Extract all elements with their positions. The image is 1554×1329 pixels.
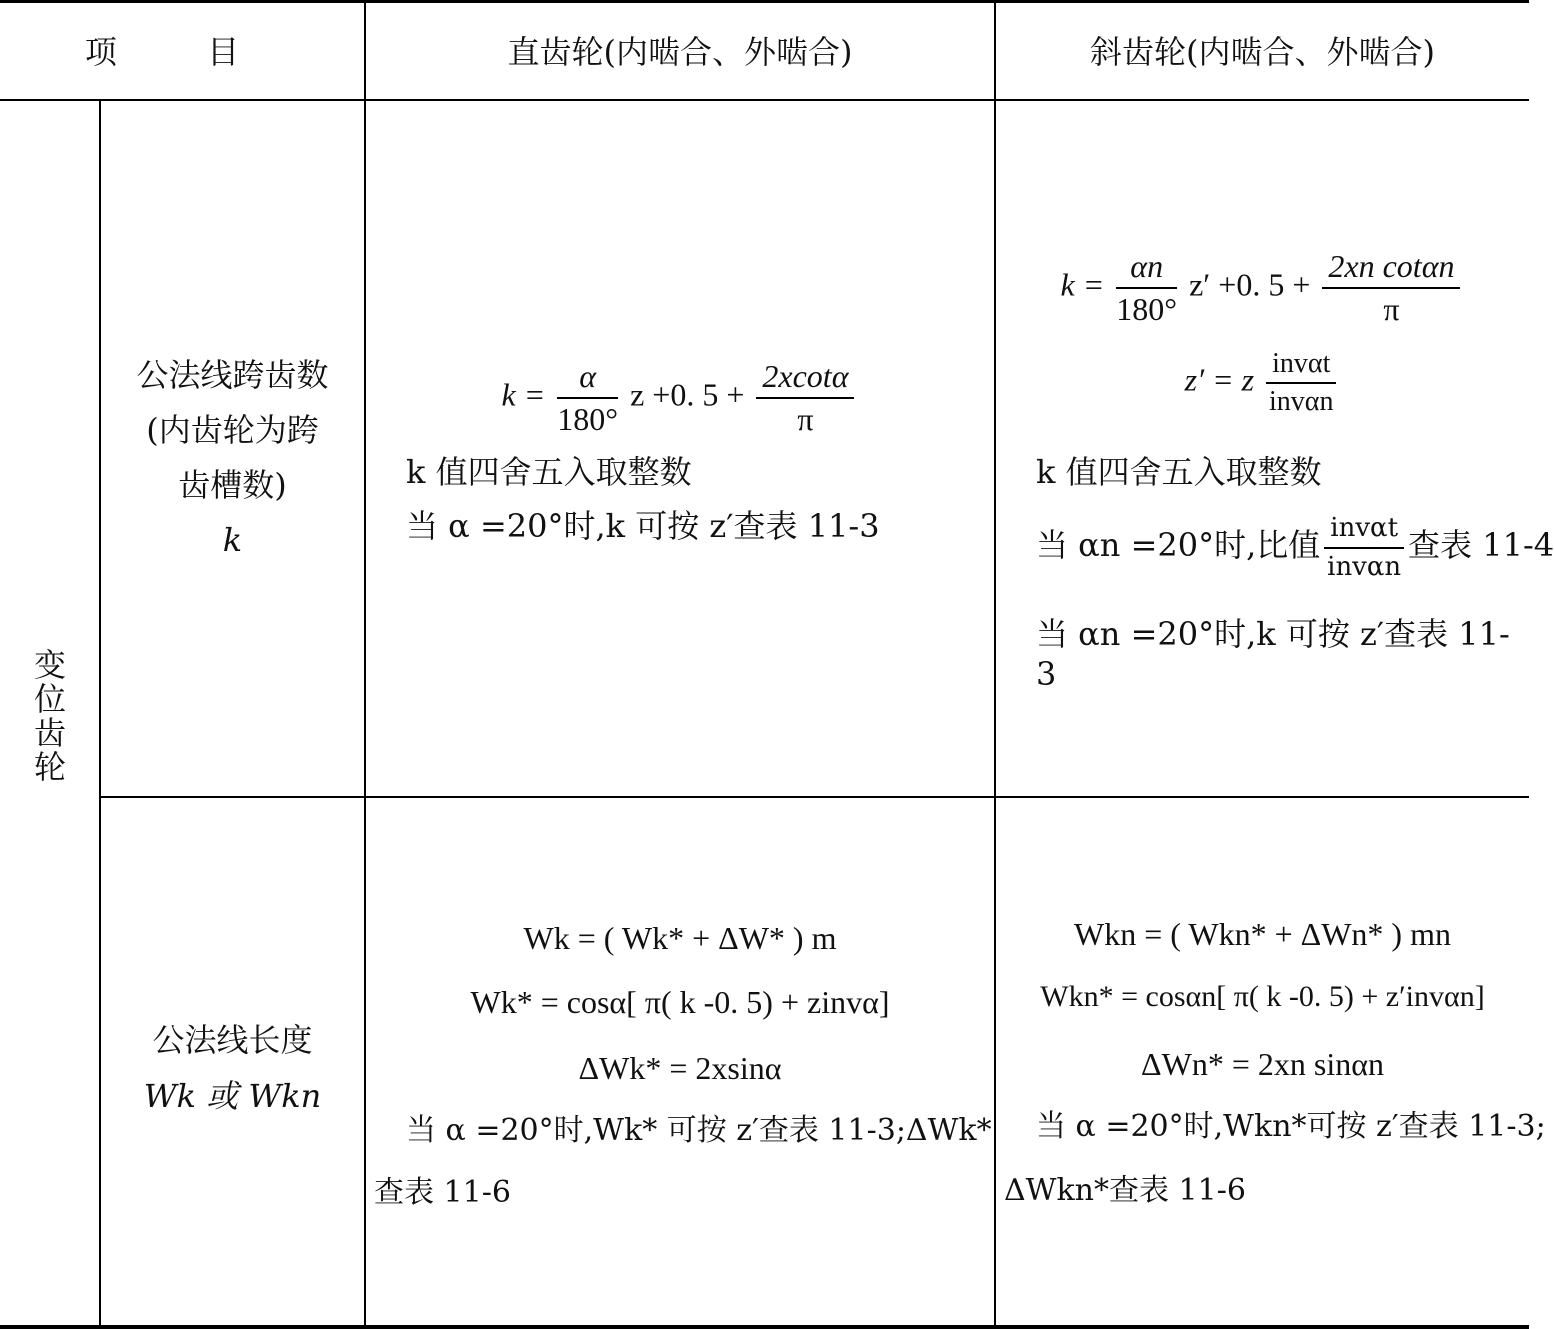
spur-wk-formula: Wk = ( Wk* + ΔW* ) m bbox=[523, 920, 837, 956]
spur-wk-note: 当 α =20°时,Wk* 可按 z′查表 11-3;ΔWk* bbox=[406, 1113, 992, 1148]
header-spur-gear: 直齿轮(内啮合、外啮合) bbox=[507, 33, 853, 71]
helical-delta-wn-formula: ΔWn* = 2xn sinαn bbox=[1141, 1046, 1384, 1082]
fraction: $\frac{\alpha}{180^\circ}$ bbox=[557, 358, 619, 437]
spur-delta-wk-formula: ΔWk* = 2xsinα bbox=[578, 1050, 782, 1086]
fraction: $\frac{\text{2xn cotαn}}{\pi}$ bbox=[1322, 248, 1460, 328]
fraction: $\frac{\alpha n}{180^\circ}$ bbox=[1116, 248, 1178, 327]
row-divider bbox=[99, 796, 1529, 798]
col-divider-3 bbox=[994, 0, 996, 1326]
row1-label: 公法线跨齿数 (内齿轮为跨 齿槽数) k bbox=[136, 356, 329, 559]
spur-wk-star-formula: Wk* = cosα[ π( k -0. 5) + zinvα] bbox=[470, 984, 890, 1020]
col-divider-2 bbox=[364, 0, 366, 1326]
helical-k-note-table: 当 αn =20°时,k 可按 z′查表 11-3 bbox=[1036, 615, 1510, 693]
fraction: $\frac{\text{invαt}}{\text{invαn}}$ bbox=[1324, 512, 1404, 583]
top-rule bbox=[0, 0, 1529, 3]
header-rule bbox=[0, 99, 1529, 101]
helical-k-formula: k = $\frac{\alpha n}{180^\circ}$ z′ +0. 5 + $\frac{\text{2xn cotαn}}{\pi}$ bbox=[1010, 248, 1515, 328]
bottom-rule bbox=[0, 1325, 1529, 1329]
helical-ratio-note: 当 αn =20°时,比值 $\frac{\text{invαt}}{\text{invαn}}$ 查表 11-4 bbox=[1036, 513, 1554, 582]
helical-k-note-round: k 值四舍五入取整数 bbox=[1036, 453, 1322, 491]
helical-zprime-formula: z′ = z $\frac{\text{invαt}}{\text{invαn}}$ bbox=[1010, 348, 1515, 418]
fraction: $\frac{\text{invαt}}{\text{invαn}}$ bbox=[1266, 348, 1336, 418]
spur-k-note-round: k 值四舍五入取整数 bbox=[406, 453, 692, 491]
helical-wkn-note: 当 α =20°时,Wkn*可按 z′查表 11-3; bbox=[1036, 1109, 1546, 1144]
spur-k-formula: k = $\frac{\alpha}{180^\circ}$ z +0. 5 + $\frac{2xcot\alpha}{\pi}$ bbox=[366, 358, 994, 438]
helical-wkn-formula: Wkn = ( Wkn* + ΔWn* ) mn bbox=[1074, 916, 1451, 952]
header-helical-gear: 斜齿轮(内啮合、外啮合) bbox=[1090, 33, 1435, 71]
spur-k-note-table: 当 α =20°时,k 可按 z′查表 11-3 bbox=[406, 507, 880, 545]
helical-wkn-note-cont: ΔWkn*查表 11-6 bbox=[1004, 1173, 1246, 1208]
row2-label: 公法线长度 Wk 或 Wkn bbox=[143, 1021, 322, 1115]
spur-wk-note-cont: 查表 11-6 bbox=[374, 1175, 511, 1210]
header-item: 项 目 bbox=[84, 33, 280, 71]
helical-wkn-star-formula: Wkn* = cosαn[ π( k -0. 5) + z′invαn] bbox=[1040, 980, 1485, 1013]
group-label-modified-gear: 变位齿轮 bbox=[29, 648, 67, 784]
fraction: $\frac{2xcot\alpha}{\pi}$ bbox=[756, 358, 854, 438]
col-divider-1 bbox=[99, 100, 101, 1326]
